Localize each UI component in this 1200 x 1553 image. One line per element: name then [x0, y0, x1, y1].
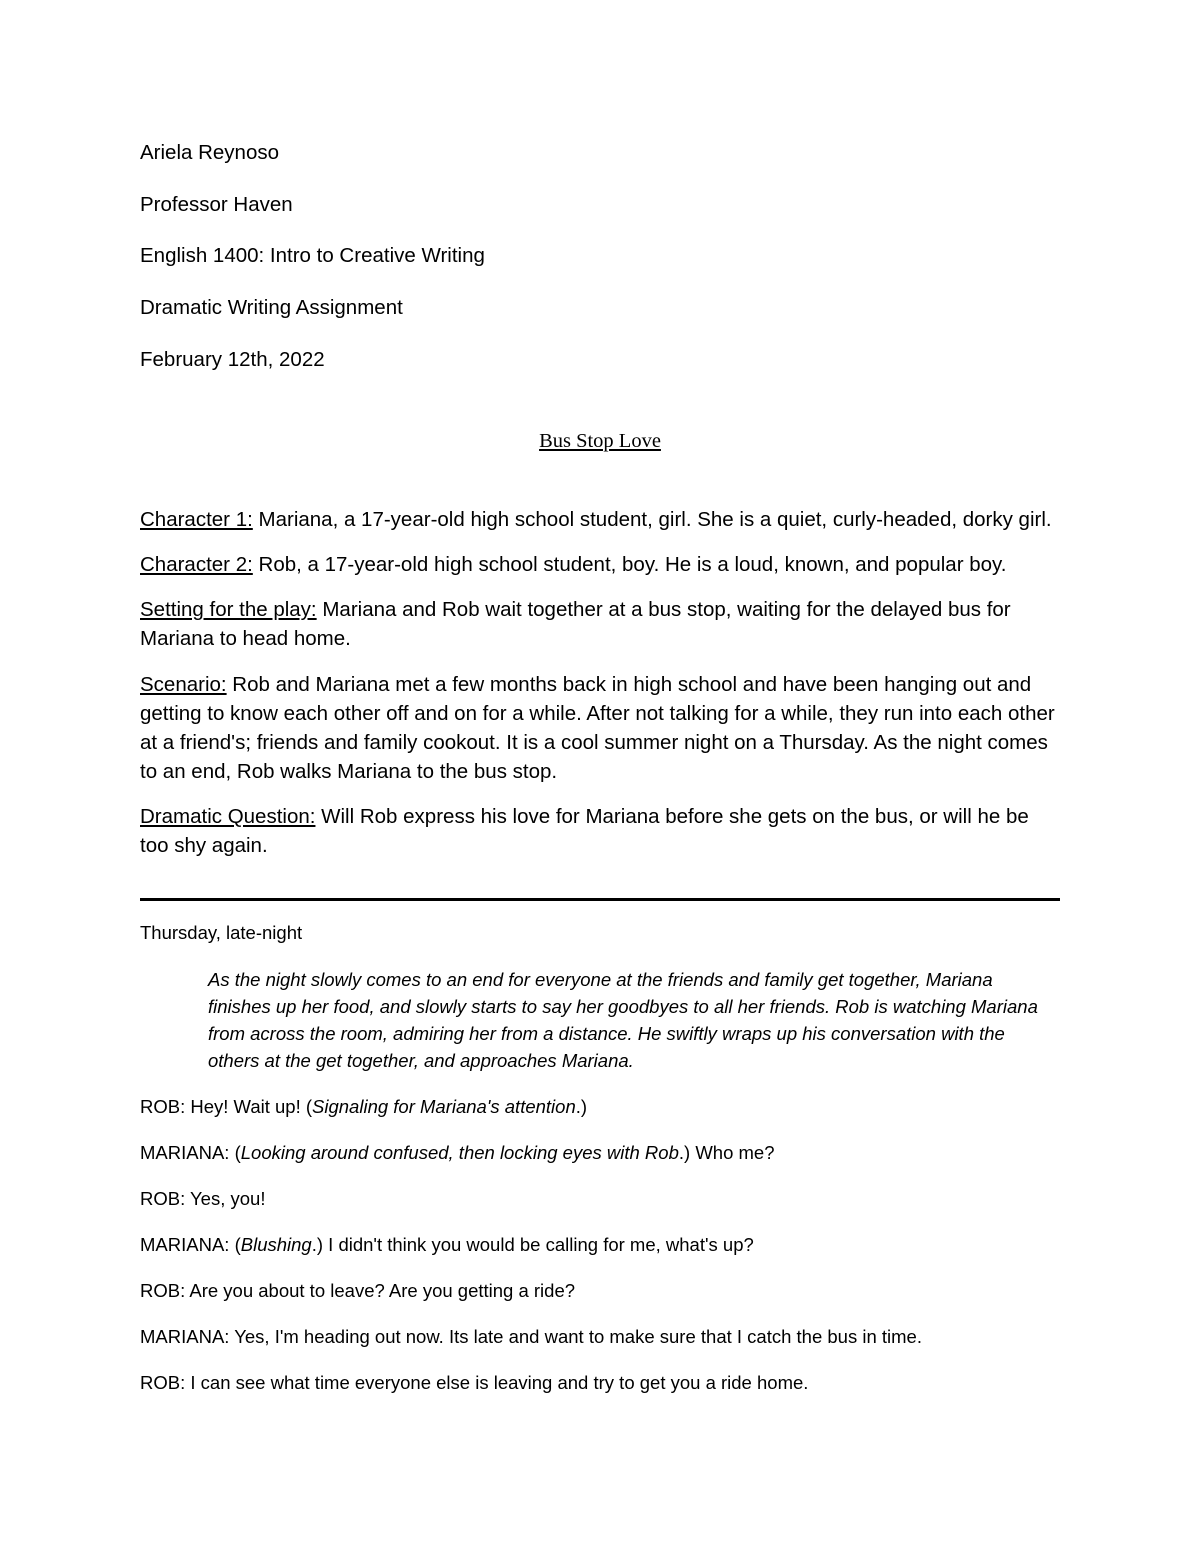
front-matter-text: Mariana and Rob wait together at a bus stop, waiting for the delayed bus for Mariana to head home.: [140, 598, 1011, 651]
line-text-italic: Signaling for Mariana's attention: [312, 1096, 576, 1118]
line-text-pre: Hey! Wait up! (: [185, 1096, 313, 1118]
front-matter-item: [140, 505, 1060, 534]
script-line: [140, 1279, 1060, 1304]
speaker-label: MARIANA:: [140, 1142, 230, 1164]
heading-line-date: February 12th, 2022: [140, 347, 325, 371]
line-text-post: .): [575, 1096, 588, 1118]
line-text-pre: (: [229, 1234, 241, 1256]
heading-line-professor: Professor Haven: [140, 192, 293, 216]
line-text-pre: (: [229, 1142, 241, 1164]
script-line: [140, 1371, 1060, 1396]
line-text-pre: Are you about to leave? Are you getting a ride?: [185, 1280, 576, 1302]
front-matter-text: Rob, a 17-year-old high school student, boy. He is a loud, known, and popular boy.: [252, 553, 1007, 577]
line-text-pre: I can see what time everyone else is leaving and try to get you a ride home.: [185, 1372, 809, 1394]
speaker-label: ROB:: [140, 1372, 186, 1394]
front-matter-block: [140, 505, 1060, 860]
line-text-italic: Looking around confused, then locking eyes with Rob: [240, 1142, 679, 1164]
script-block: [140, 921, 1060, 1396]
page-title: Bus Stop Love: [539, 430, 661, 453]
line-text-italic: Blushing: [240, 1234, 312, 1256]
section-divider: [140, 898, 1060, 901]
line-text-pre: Yes, you!: [185, 1188, 266, 1210]
script-line: [140, 1095, 1060, 1120]
title-container: [140, 430, 1060, 453]
heading-line-course: English 1400: Intro to Creative Writing: [140, 244, 485, 268]
front-matter-item: [140, 670, 1060, 786]
front-matter-text: Rob and Mariana met a few months back in high school and have been hanging out and getting to know each other off and on for a while. After not talking for a while, they run into each other at a friend's; friends and family cookout. It is a cool summer night on a Thursday. As the night comes to an end, Rob walks Mariana to the bus stop.: [140, 672, 1055, 783]
script-line: [140, 1233, 1060, 1258]
line-text-pre: Yes, I'm heading out now. Its late and want to make sure that I catch the bus in time.: [229, 1326, 922, 1348]
script-time-note: Thursday, late-night: [140, 922, 303, 944]
opening-stage-direction: As the night slowly comes to an end for everyone at the friends and family get together, Mariana finishes up her food, and slowly starts to say her goodbyes to all her friends. Rob is watching Mariana from across the room, admiring her from a distance. He swiftly wraps up his conversation with the others at the get together, and approaches Mariana.: [208, 969, 1038, 1071]
front-matter-text: Mariana, a 17-year-old high school student, girl. She is a quiet, curly-headed, dorky girl.: [252, 508, 1052, 532]
line-text-post: .) I didn't think you would be calling for me, what's up?: [311, 1234, 754, 1256]
script-line: [140, 1187, 1060, 1212]
speaker-label: ROB:: [140, 1096, 186, 1118]
front-matter-label: Setting for the play:: [140, 598, 317, 622]
script-line: [140, 1141, 1060, 1166]
front-matter-label: Scenario:: [140, 672, 227, 696]
document-heading-block: [140, 140, 1060, 372]
front-matter-item: [140, 802, 1060, 860]
front-matter-label: Character 1:: [140, 508, 253, 532]
front-matter-item: [140, 550, 1060, 579]
heading-line-assignment: Dramatic Writing Assignment: [140, 295, 403, 319]
front-matter-text: Will Rob express his love for Mariana before she gets on the bus, or will he be too shy again.: [140, 805, 1029, 858]
speaker-label: ROB:: [140, 1280, 186, 1302]
front-matter-item: [140, 595, 1060, 653]
front-matter-label: Character 2:: [140, 553, 253, 577]
heading-line-name: Ariela Reynoso: [140, 141, 280, 164]
line-text-post: .) Who me?: [678, 1142, 775, 1164]
speaker-label: MARIANA:: [140, 1326, 230, 1348]
front-matter-label: Dramatic Question:: [140, 805, 316, 828]
speaker-label: ROB:: [140, 1188, 186, 1210]
script-line: [140, 1325, 1060, 1350]
speaker-label: MARIANA:: [140, 1234, 230, 1256]
